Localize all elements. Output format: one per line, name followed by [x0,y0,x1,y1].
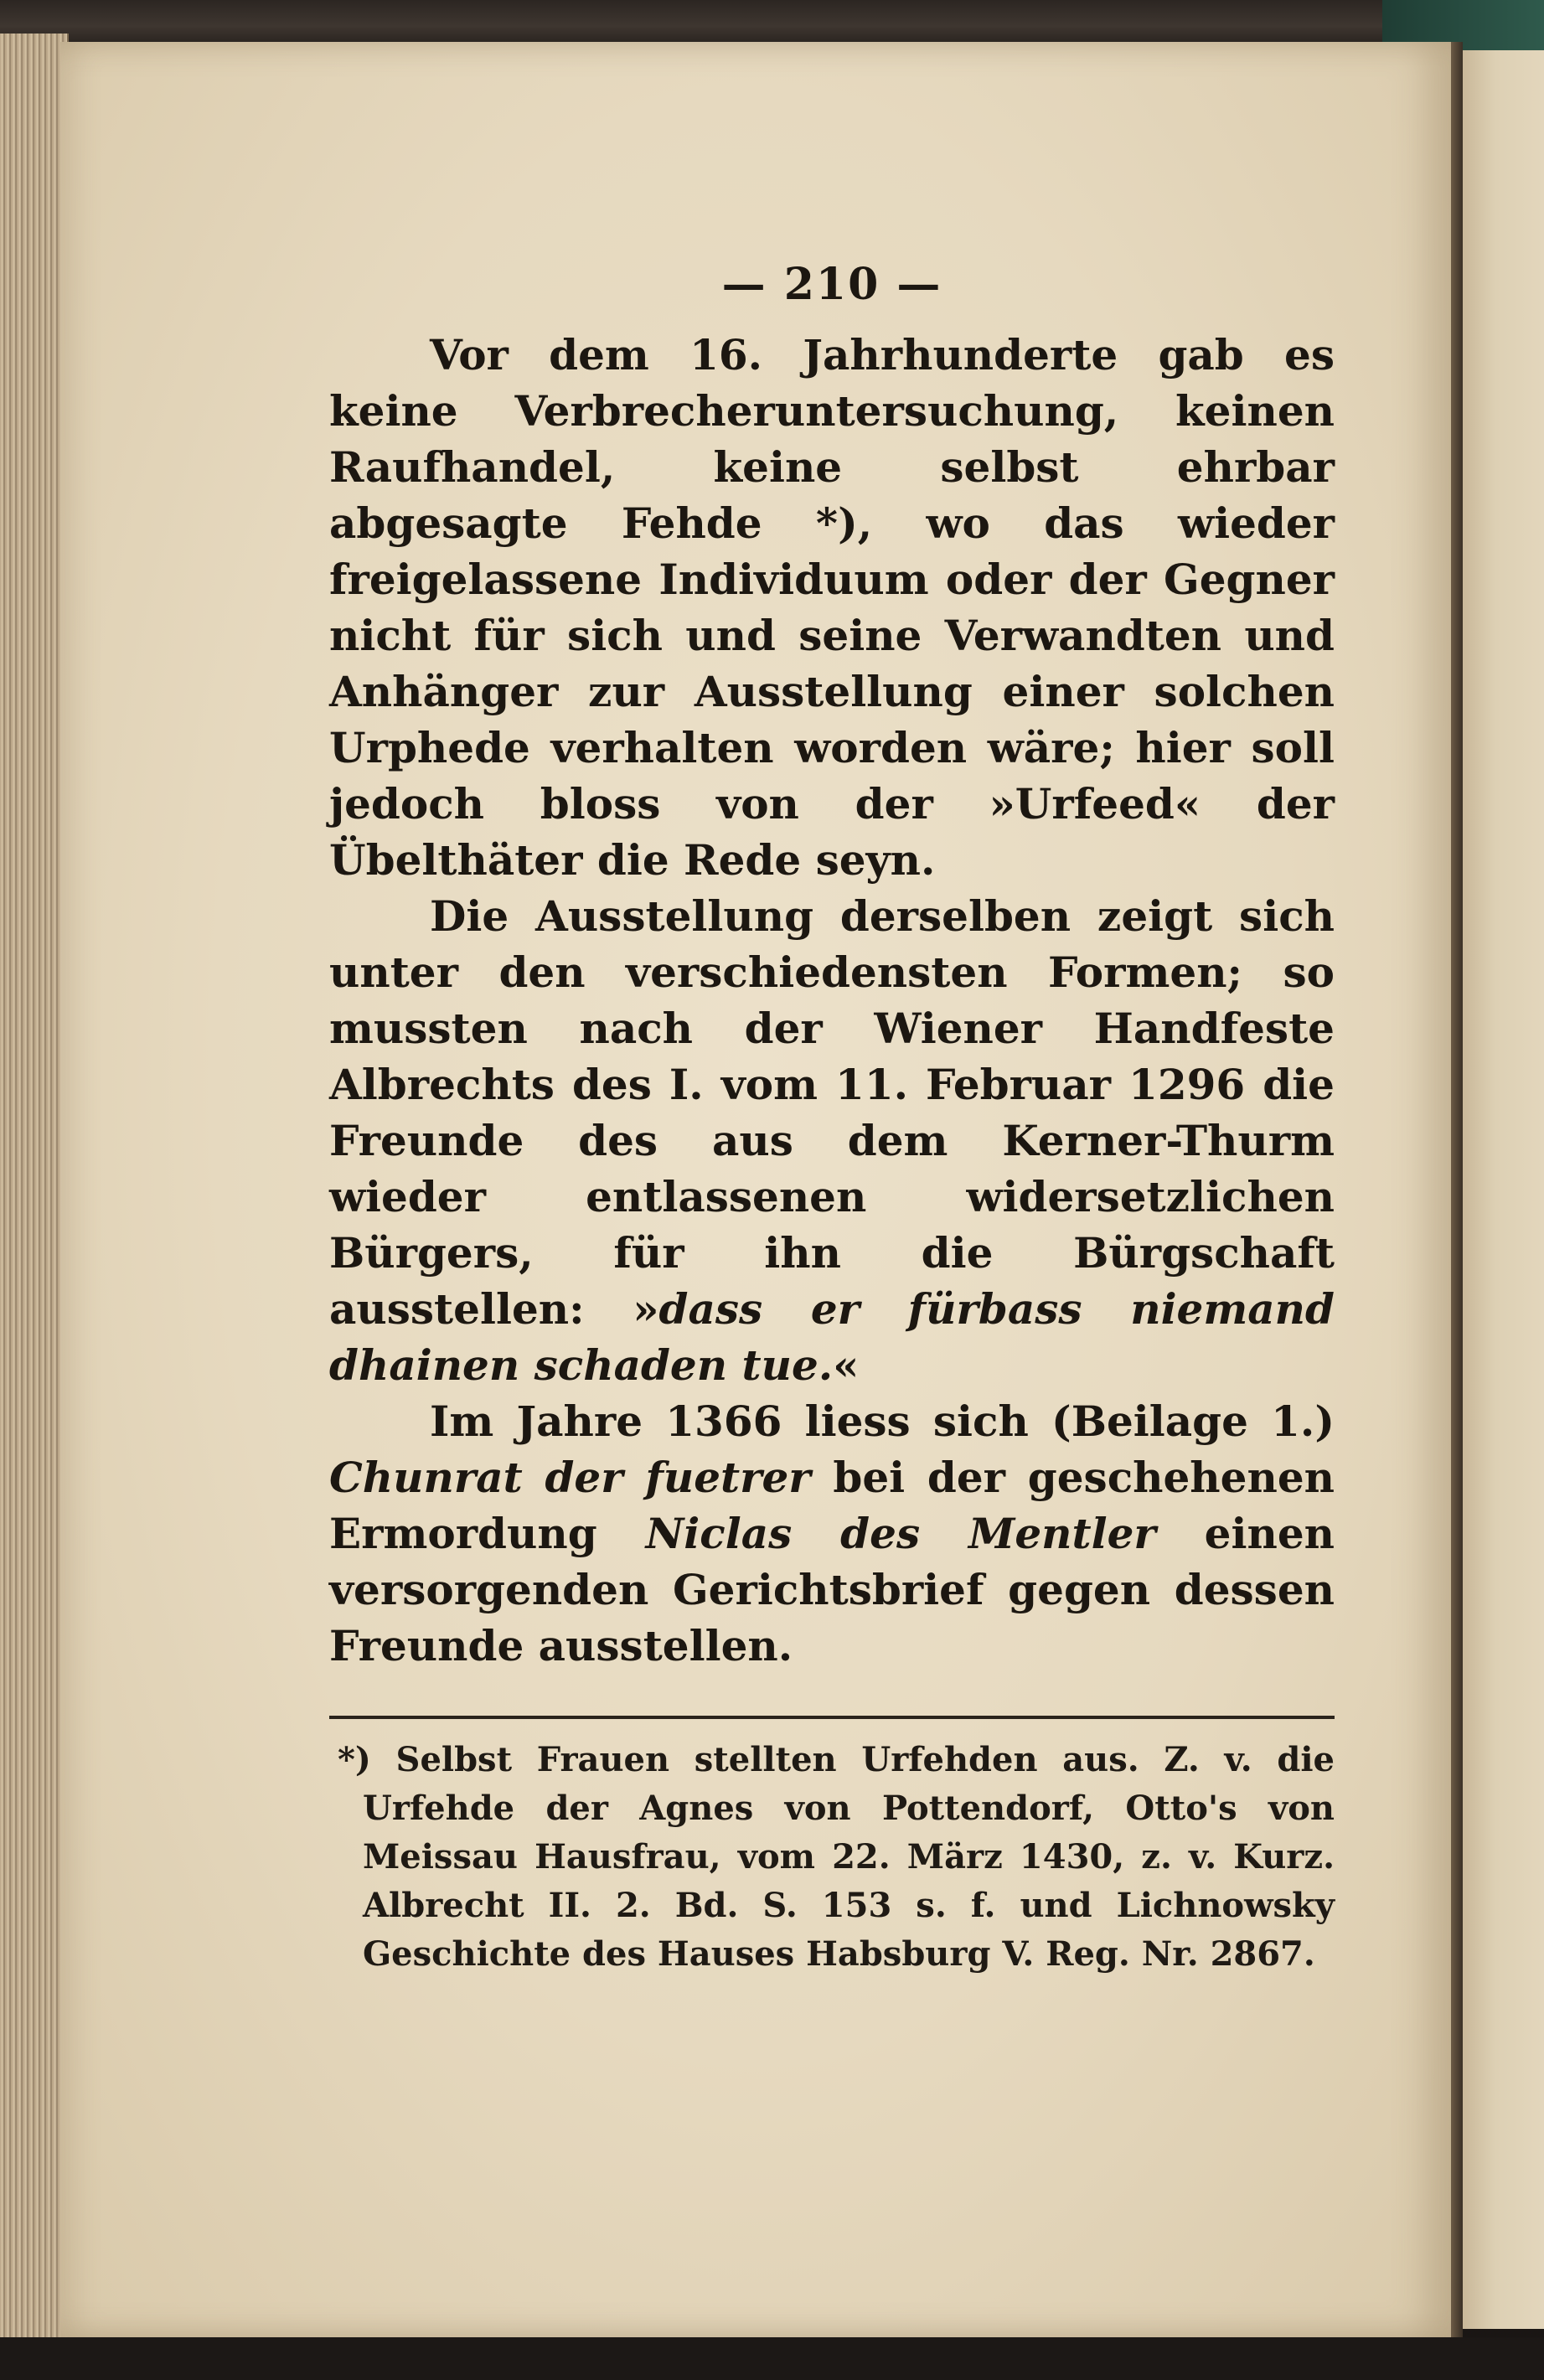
body-text [329,327,1335,1674]
footnote-divider [329,1716,1335,1719]
text-span: Vor dem 16. Jahrhunderte gab es keine Verbrecheruntersuchung, keinen Raufhandel, keine selbst ehrbar abgesagte Fehde [329,330,1335,548]
paragraph-2 [329,888,1335,1393]
text-span: , wo das wieder freigelassene Individuum oder der Gegner nicht für sich und seine Verwandten und Anhänger zur Ausstellung einer solchen Urphede verhalten worden wäre; hier soll jedoch bloss von der »Urfeed« der Übelthäter die Rede seyn. [329,498,1335,885]
book-cover-top [0,0,1544,44]
text-span: einen versorgenden Gerichtsbrief gegen dessen Freunde ausstellen. [329,1509,1335,1670]
italic-name: Niclas des Mentler [645,1509,1156,1558]
page-text-block [329,251,1335,1979]
page-edges [0,34,69,2346]
book-gutter [1451,42,1463,2337]
paragraph-3 [329,1393,1335,1674]
page-number: — 210 — [721,259,942,310]
text-span: Im Jahre 1366 liess sich (Beilage 1.) [430,1397,1335,1446]
facing-page-edge [1463,50,1544,2329]
text-span: « [833,1340,860,1390]
footnote: *) Selbst Frauen stellten Urfehden aus. Z. v. die Urfehde der Agnes von Pottendorf, Otto's von Meissau Hausfrau, vom 22. März 1430, z. v. Kurz. Albrecht II. 2. Bd. S. 153 s. f. und Lichnowsky Geschichte des Hauses Habsburg V. Reg. Nr. 2867. [338,1740,1335,1974]
book-cover-bottom [0,2337,1544,2380]
paragraph-1 [329,327,1335,888]
footnote-marker: *) [815,498,858,548]
text-span: bei der geschehenen Ermordung [329,1453,1335,1558]
italic-name: Chunrat der fuetrer [329,1453,811,1502]
text-span: Die Ausstellung derselben zeigt sich unter den verschiedensten Formen; so mussten nach der Wiener Handfeste Albrechts des I. vom 11. Februar 1296 die Freunde des aus dem Kerner-Thurm wieder entlassenen widersetzlichen Bürgers, für ihn die Bürgschaft ausstellen: » [329,891,1335,1334]
italic-quote: dass er fürbass niemand dhainen schaden tue. [329,1284,1335,1390]
